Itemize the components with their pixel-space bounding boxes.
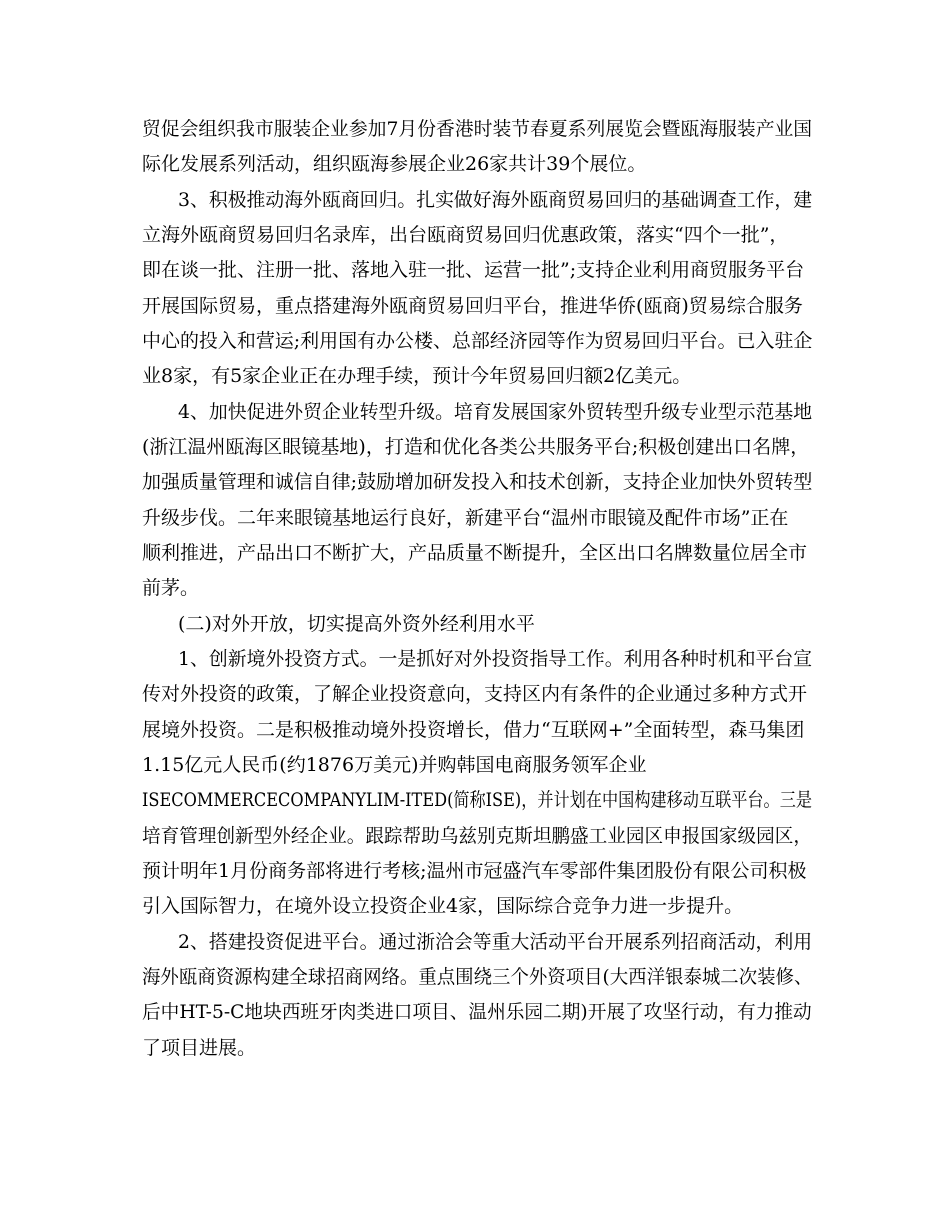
text-line: 中心的投入和营运;利用国有办公楼、总部经济园等作为贸易回归平台。已入驻企 bbox=[142, 330, 813, 352]
text-line: (浙江温州瓯海区眼镜基地)，打造和优化各类公共服务平台;积极创建出口名牌， bbox=[142, 436, 810, 458]
text-line: ISECOMMERCECOMPANYLIM-ITED(简称ISE)，并计划在中国构建移动互联平台。三是 bbox=[142, 789, 813, 811]
text-line: 开展国际贸易，重点搭建海外瓯商贸易回归平台，推进华侨(瓯商)贸易综合服务 bbox=[142, 295, 803, 317]
text-line: 预计明年1月份商务部将进行考核;温州市冠盛汽车零部件集团股份有限公司积极 bbox=[142, 860, 807, 882]
text-line: 1、创新境外投资方式。一是抓好对外投资指导工作。利用各种时机和平台宣 bbox=[178, 648, 813, 670]
text-line: 1.15亿元人民币(约1876万美元)并购韩国电商服务领军企业 bbox=[142, 754, 647, 776]
text-line: 传对外投资的政策，了解企业投资意向，支持区内有条件的企业通过多种方式开 bbox=[142, 683, 808, 705]
section-heading: (二)对外开放，切实提高外资外经利用水平 bbox=[178, 613, 535, 635]
text-line: 加强质量管理和诚信自律;鼓励增加研发投入和技术创新，支持企业加快外贸转型 bbox=[142, 471, 813, 493]
text-line: 4、加快促进外贸企业转型升级。培育发展国家外贸转型升级专业型示范基地 bbox=[178, 401, 813, 423]
text-line: 即在谈一批、注册一批、落地入驻一批、运营一批”;支持企业利用商贸服务平台 bbox=[142, 259, 805, 281]
text-line: 3、积极推动海外瓯商回归。扎实做好海外瓯商贸易回归的基础调查工作，建 bbox=[178, 189, 813, 211]
text-line: 后中HT-5-C地块西班牙肉类进口项目、温州乐园二期)开展了攻坚行动，有力推动 bbox=[142, 1001, 812, 1023]
text-line: 2、搭建投资促进平台。通过浙洽会等重大活动平台开展系列招商活动，利用 bbox=[178, 931, 813, 953]
text-line: 顺利推进，产品出口不断扩大，产品质量不断提升，全区出口名牌数量位居全市 bbox=[142, 542, 808, 564]
text-line: 前茅。 bbox=[142, 577, 200, 599]
text-line: 引入国际智力，在境外设立投资企业4家，国际综合竞争力进一步提升。 bbox=[142, 895, 744, 917]
text-line: 了项目进展。 bbox=[142, 1037, 257, 1059]
text-line: 立海外瓯商贸易回归名录库，出台瓯商贸易回归优惠政策，落实“四个一批”， bbox=[142, 224, 789, 246]
text-line: 培育管理创新型外经企业。跟踪帮助乌兹别克斯坦鹏盛工业园区申报国家级园区， bbox=[142, 825, 812, 847]
text-line: 际化发展系列活动，组织瓯海参展企业26家共计39个展位。 bbox=[142, 153, 647, 175]
text-line: 贸促会组织我市服装企业参加7月份香港时装节春夏系列展览会暨瓯海服装产业国 bbox=[142, 118, 813, 140]
text-line: 升级步伐。二年来眼镜基地运行良好，新建平台“温州市眼镜及配件市场”正在 bbox=[142, 507, 789, 529]
text-line: 业8家，有5家企业正在办理手续，预计今年贸易回归额2亿美元。 bbox=[142, 365, 692, 387]
text-line: 海外瓯商资源构建全球招商网络。重点围绕三个外资项目(大西洋银泰城二次装修、 bbox=[142, 966, 813, 988]
text-line: 展境外投资。二是积极推动境外投资增长，借力“互联网+”全面转型，森马集团 bbox=[142, 719, 805, 741]
